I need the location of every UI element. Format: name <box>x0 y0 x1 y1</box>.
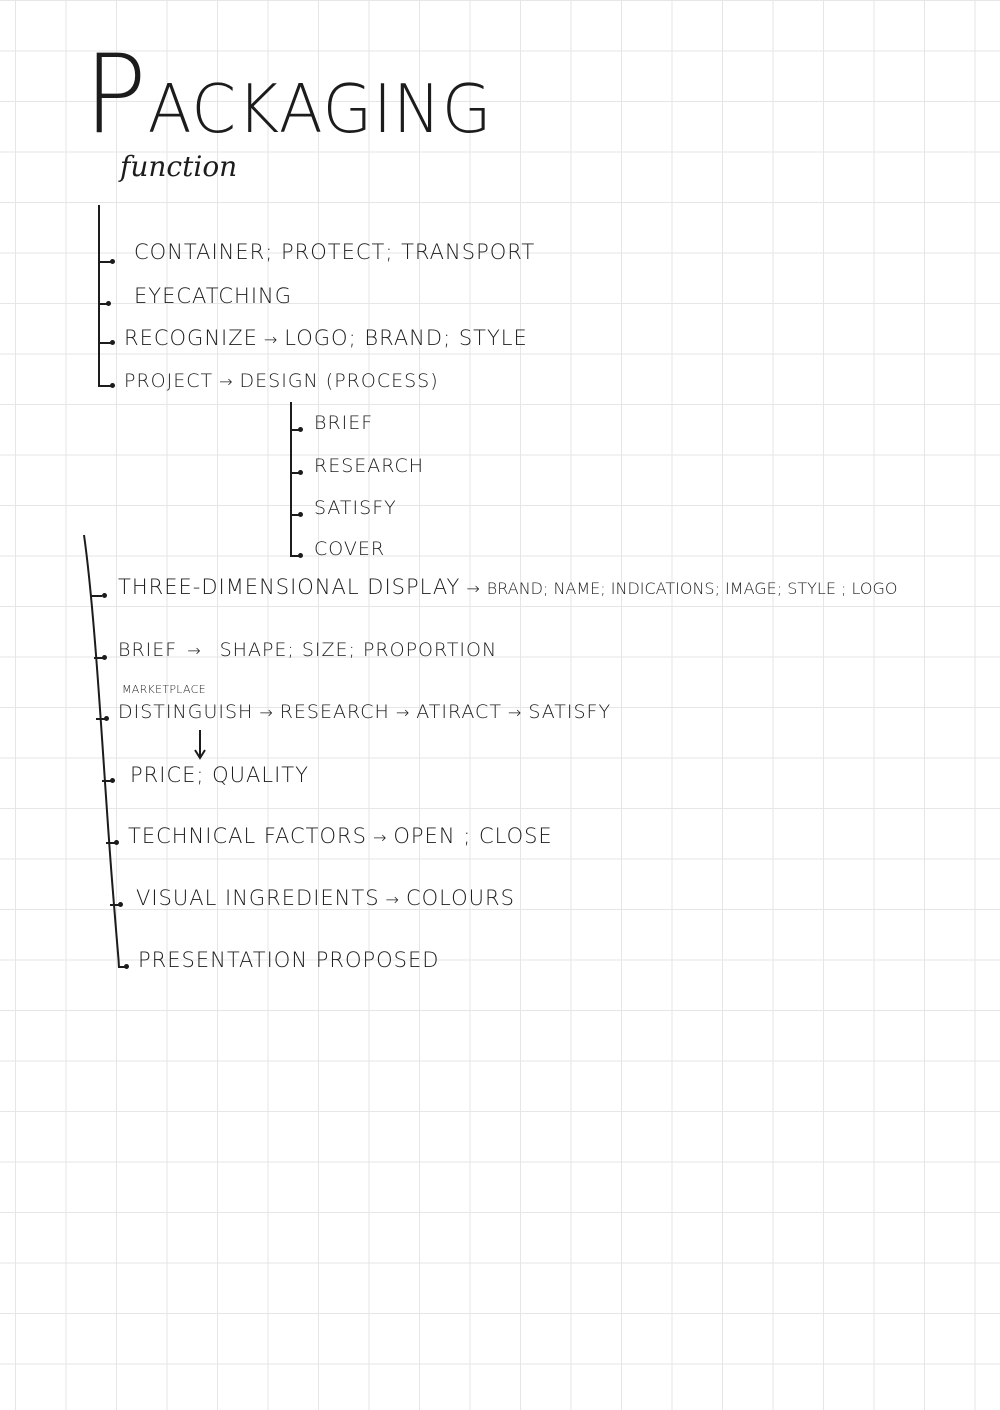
group1-item-1: CONTAINER; PROTECT; TRANSPORT <box>134 240 536 264</box>
brief-detail: SHAPE; SIZE; PROPORTION <box>219 639 498 661</box>
design-step: COVER <box>314 538 386 560</box>
visual-item <box>136 886 515 910</box>
distinguish-chain-3: SATISFY <box>528 701 612 723</box>
title-initial: P <box>84 30 148 159</box>
technical-label: TECHNICAL FACTORS <box>128 824 367 848</box>
technical-item <box>128 824 553 848</box>
bullet-dot <box>102 655 107 660</box>
title-rest: ACKAGING <box>147 70 493 149</box>
bullet-dot <box>104 716 109 721</box>
bullet-dot <box>114 840 119 845</box>
arrow-icon: → <box>385 890 400 909</box>
presentation-item: PRESENTATION PROPOSED <box>138 948 440 972</box>
arrow-icon: → <box>372 828 388 847</box>
project-label: PROJECT <box>124 370 214 392</box>
display-item <box>118 575 897 599</box>
design-step: RESEARCH <box>314 455 425 477</box>
bullet-dot <box>110 778 115 783</box>
arrow-icon: → <box>395 703 411 722</box>
arrow-icon: → <box>507 703 523 722</box>
distinguish-item <box>118 701 611 723</box>
arrow-icon: → <box>187 641 202 660</box>
group1-item-2: EYECATCHING <box>134 284 292 308</box>
visual-detail: COLOURS <box>405 886 515 910</box>
marketplace-note: MARKETPLACE <box>122 683 206 696</box>
distinguish-chain-1: RESEARCH <box>279 701 390 723</box>
price-item: PRICE; QUALITY <box>130 763 309 787</box>
visual-label: VISUAL INGREDIENTS <box>136 886 380 910</box>
arrow-icon: → <box>259 703 274 722</box>
display-detail: BRAND; NAME; INDICATIONS; IMAGE; STYLE ; LOGO <box>486 579 898 598</box>
brief-label: BRIEF <box>118 639 178 661</box>
distinguish-chain-2: ATIRACT <box>416 701 502 723</box>
recognize-label: RECOGNIZE <box>124 326 258 350</box>
bullet-dot <box>124 964 129 969</box>
arrow-icon: → <box>219 372 234 391</box>
arrow-icon: → <box>263 330 279 349</box>
tick <box>90 595 102 597</box>
arrow-icon: → <box>466 579 481 598</box>
project-detail: DESIGN (PROCESS) <box>239 370 439 392</box>
design-step: SATISFY <box>314 497 397 519</box>
brief-item <box>118 639 497 661</box>
bullet-dot <box>118 902 123 907</box>
subtitle: function <box>120 150 238 183</box>
bullet-dot <box>102 593 107 598</box>
display-label: THREE-DIMENSIONAL DISPLAY <box>118 575 461 599</box>
recognize-detail: LOGO; BRAND; STYLE <box>284 326 528 350</box>
technical-detail: OPEN ; CLOSE <box>393 824 553 848</box>
distinguish-label: DISTINGUISH <box>118 701 254 723</box>
design-step: BRIEF <box>314 412 374 434</box>
